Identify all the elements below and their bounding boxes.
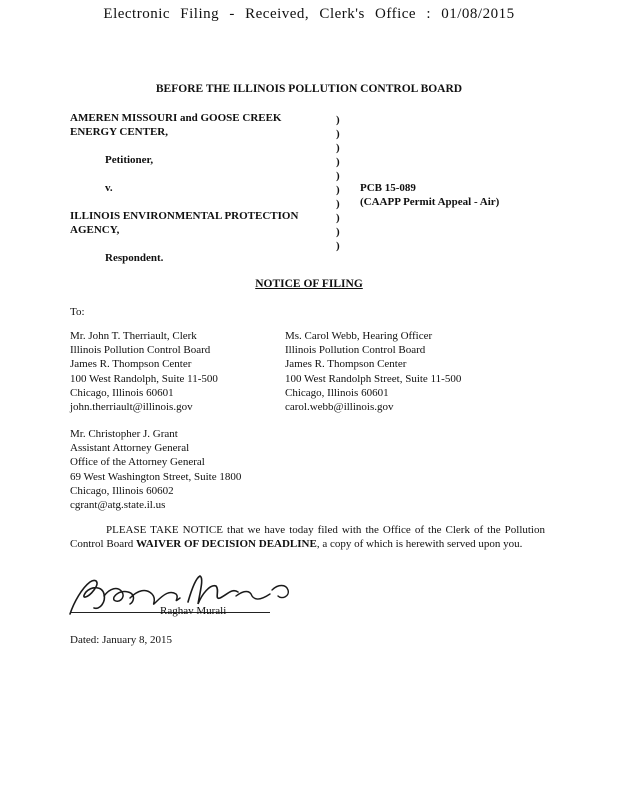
to-label: To: (70, 306, 85, 318)
notice-body-part2: , a copy of which is herewith served upon you. (316, 538, 523, 551)
recipient-street: 100 West Randolph Street, Suite 11-500 (285, 372, 462, 385)
recipient-name: Ms. Carol Webb, Hearing Officer (285, 330, 433, 342)
recipient-name: Mr. Christopher J. Grant (70, 428, 178, 440)
notice-body-paragraph (70, 523, 545, 551)
respondent-name-line1: ILLINOIS ENVIRONMENTAL PROTECTION (70, 210, 299, 222)
notice-title: NOTICE OF FILING (255, 278, 363, 290)
board-heading: BEFORE THE ILLINOIS POLLUTION CONTROL BOARD (155, 83, 463, 95)
respondent-name-line2: AGENCY, (70, 224, 120, 236)
recipient-clerk-address (70, 329, 218, 414)
recipient-city: Chicago, Illinois 60602 (70, 484, 174, 497)
recipient-title: Assistant Attorney General (70, 442, 190, 455)
recipient-org: Illinois Pollution Control Board (70, 344, 211, 357)
dated-line: Dated: January 8, 2015 (70, 634, 173, 646)
recipient-building: James R. Thompson Center (285, 358, 407, 371)
case-number: PCB 15-089 (360, 182, 416, 194)
filed-document-title: WAIVER OF DECISION DEADLINE (136, 538, 317, 551)
recipient-city: Chicago, Illinois 60601 (285, 386, 389, 399)
respondent-role: Respondent. (105, 252, 164, 264)
recipient-city: Chicago, Illinois 60601 (70, 386, 174, 399)
signer-printed-name: Raghav Murali (160, 605, 227, 617)
recipient-email: john.therriault@illinois.gov (70, 401, 193, 414)
recipient-org: Illinois Pollution Control Board (285, 344, 426, 357)
recipient-office: Office of the Attorney General (70, 456, 205, 469)
caption-parentheses: ) ) ) ) ) ) ) ) ) ) (336, 114, 340, 252)
recipient-email: cgrant@atg.state.il.us (70, 499, 166, 512)
versus-label: v. (105, 182, 113, 194)
recipient-attorney-general-address (70, 427, 241, 512)
recipient-email: carol.webb@illinois.gov (285, 401, 394, 414)
recipient-building: James R. Thompson Center (70, 358, 192, 371)
filing-stamp: Electronic Filing - Received, Clerk's Office : 01/08/2015 (103, 6, 515, 22)
petitioner-name-line1: AMEREN MISSOURI and GOOSE CREEK (70, 112, 282, 124)
recipient-name: Mr. John T. Therriault, Clerk (70, 330, 197, 342)
recipient-street: 69 West Washington Street, Suite 1800 (70, 470, 242, 483)
case-type: (CAAPP Permit Appeal - Air) (360, 196, 500, 208)
recipient-hearing-officer-address (285, 329, 461, 414)
notice-body-part1: PLEASE TAKE NOTICE that we have today filed with the Office of the Clerk of the Pollution Control Board (70, 524, 545, 551)
recipient-street: 100 West Randolph, Suite 11-500 (70, 372, 218, 385)
petitioner-name-line2: ENERGY CENTER, (70, 126, 168, 138)
petitioner-role: Petitioner, (105, 154, 154, 166)
